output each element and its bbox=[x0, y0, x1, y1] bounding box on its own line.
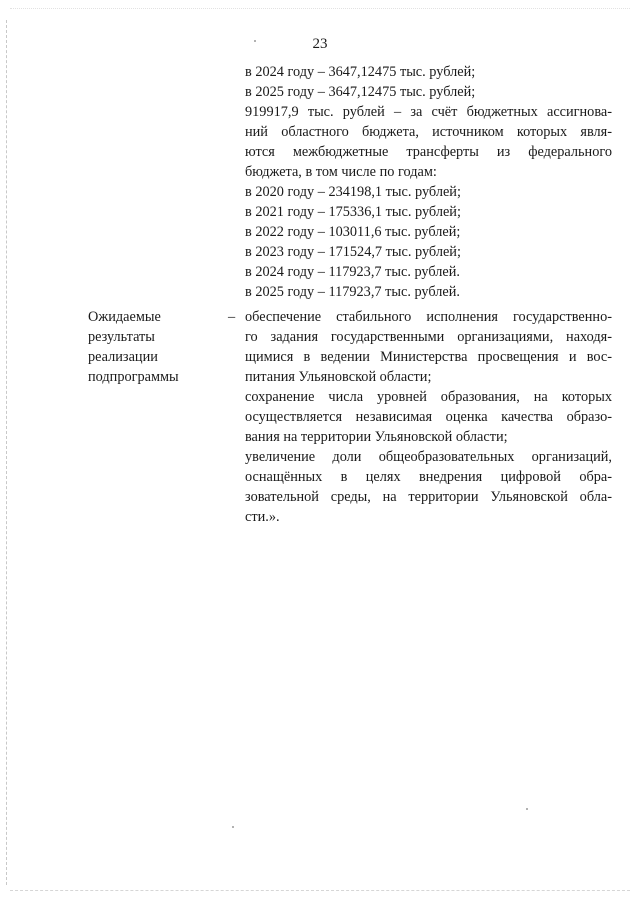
results-line: зовательной среды, на территории Ульяновской обла- bbox=[245, 489, 612, 505]
financing-line: в 2024 году – 117923,7 тыс. рублей. bbox=[245, 264, 461, 280]
results-line: увеличение доли общеобразовательных организаций, bbox=[245, 449, 612, 465]
scan-edge-bottom bbox=[10, 890, 630, 891]
financing-line: в 2024 году – 3647,12475 тыс. рублей; bbox=[245, 64, 476, 80]
results-label-line: Ожидаемые bbox=[88, 309, 161, 325]
financing-line: в 2023 году – 171524,7 тыс. рублей; bbox=[245, 244, 461, 260]
results-line: сти.». bbox=[245, 509, 280, 525]
results-line: обеспечение стабильного исполнения государственно- bbox=[245, 309, 612, 325]
results-dash: – bbox=[228, 309, 236, 325]
financing-line: в 2021 году – 175336,1 тыс. рублей; bbox=[245, 204, 461, 220]
results-label-line: результаты bbox=[88, 329, 155, 345]
financing-line: в 2022 году – 103011,6 тыс. рублей; bbox=[245, 224, 461, 240]
page-number: 23 bbox=[312, 36, 328, 52]
results-line: щимися в ведении Министерства просвещения и вос- bbox=[245, 349, 612, 365]
results-line: питания Ульяновской области; bbox=[245, 369, 432, 385]
scan-speck bbox=[526, 808, 528, 810]
financing-line: в 2025 году – 117923,7 тыс. рублей. bbox=[245, 284, 461, 300]
results-line: вания на территории Ульяновской области; bbox=[245, 429, 508, 445]
results-line: сохранение числа уровней образования, на которых bbox=[245, 389, 612, 405]
financing-line: в 2025 году – 3647,12475 тыс. рублей; bbox=[245, 84, 476, 100]
scan-edge-top bbox=[10, 8, 630, 9]
results-line: го задания государственными организациями, находя- bbox=[245, 329, 612, 345]
financing-line: в 2020 году – 234198,1 тыс. рублей; bbox=[245, 184, 461, 200]
results-label-line: реализации bbox=[88, 349, 158, 365]
results-label-line: подпрограммы bbox=[88, 369, 179, 385]
financing-line: 919917,9 тыс. рублей – за счёт бюджетных ассигнова- bbox=[245, 104, 612, 120]
scan-speck bbox=[232, 826, 234, 828]
results-line: оснащённых в целях внедрения цифровой обра- bbox=[245, 469, 612, 485]
financing-line: ются межбюджетные трансферты из федерального bbox=[245, 144, 612, 160]
scan-edge-left bbox=[6, 20, 7, 885]
financing-line: ний областного бюджета, источником которых явля- bbox=[245, 124, 612, 140]
results-line: осуществляется независимая оценка качества образо- bbox=[245, 409, 612, 425]
financing-line: бюджета, в том числе по годам: bbox=[245, 164, 437, 180]
